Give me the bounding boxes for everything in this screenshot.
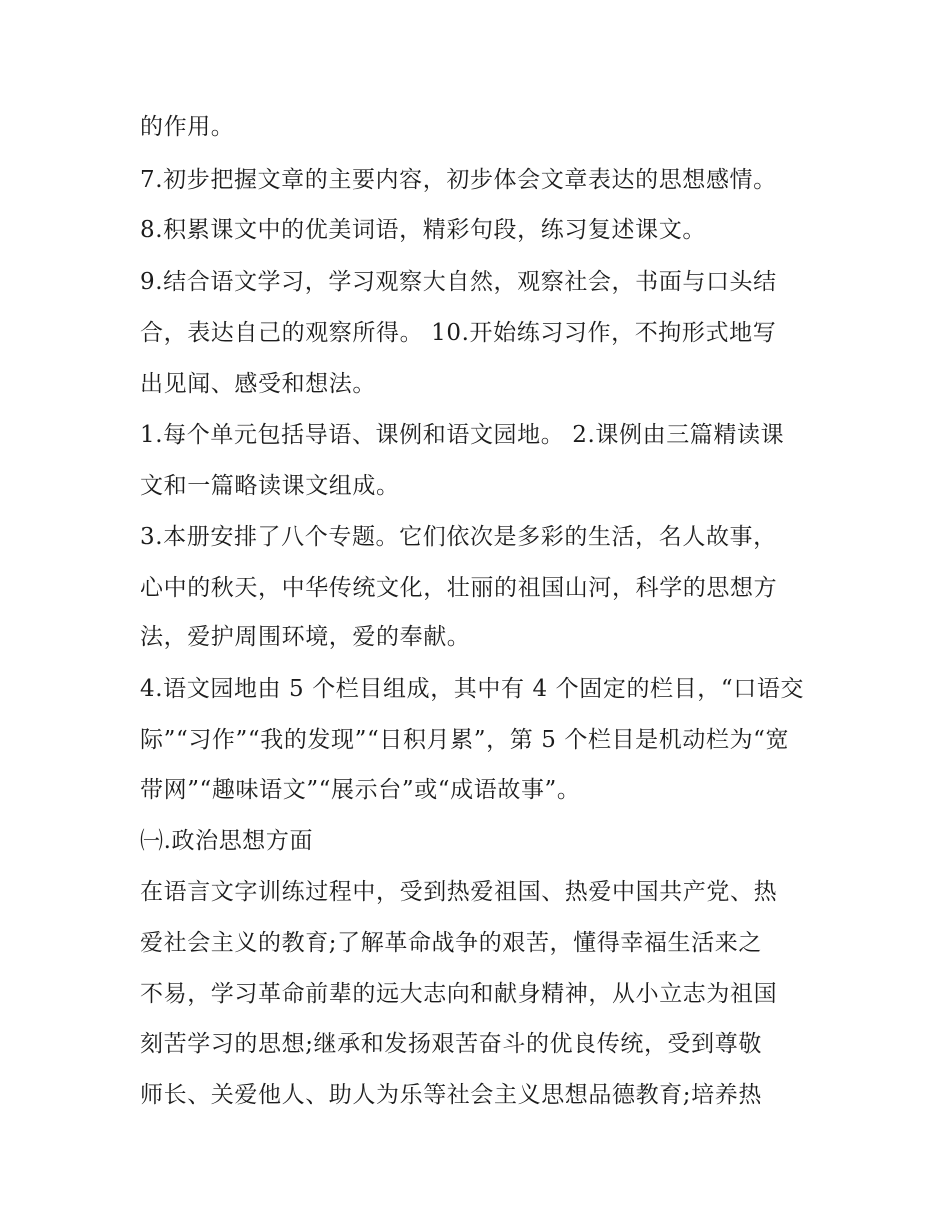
section-heading: ㈠.政治思想方面 xyxy=(140,828,314,854)
text-line: 的作用。 xyxy=(140,114,235,140)
text-line: 带网”“趣味语文”“展示台”或“成语故事”。 xyxy=(140,777,581,803)
text-line: 际”“习作”“我的发现”“日积月累”，第 5 个栏目是机动栏为“宽 xyxy=(140,727,790,753)
text-line: 合，表达自己的观察所得。 10.开始练习习作，不拘形式地写 xyxy=(140,320,777,346)
text-line: 文和一篇略读课文组成。 xyxy=(140,473,400,499)
text-line: 3.本册安排了八个专题。它们依次是多彩的生活，名人故事， xyxy=(140,524,777,550)
text-line: 在语言文字训练过程中，受到热爱祖国、热爱中国共产党、热 xyxy=(140,879,778,905)
text-line: 9.结合语文学习，学习观察大自然，观察社会，书面与口头结 xyxy=(140,269,777,295)
text-line: 法，爱护周围环境，爱的奉献。 xyxy=(140,624,471,650)
text-line: 不易，学习革命前辈的远大志向和献身精神，从小立志为祖国 xyxy=(140,981,778,1007)
text-line: 刻苦学习的思想;继承和发扬艰苦奋斗的优良传统，受到尊敬 xyxy=(140,1031,762,1057)
text-line: 心中的秋天，中华传统文化，壮丽的祖国山河，科学的思想方 xyxy=(140,575,778,601)
text-line: 师长、关爱他人、助人为乐等社会主义思想品德教育;培养热 xyxy=(140,1082,762,1108)
text-line: 1.每个单元包括导语、课例和语文园地。 2.课例由三篇精读课 xyxy=(140,422,785,448)
text-line: 爱社会主义的教育;了解革命战争的艰苦，懂得幸福生活来之 xyxy=(140,930,762,956)
text-line: 出见闻、感受和想法。 xyxy=(140,371,376,397)
text-line: 8.积累课文中的优美词语，精彩句段，练习复述课文。 xyxy=(140,217,706,243)
text-line: 7.初步把握文章的主要内容，初步体会文章表达的思想感情。 xyxy=(140,167,777,193)
text-line: 4.语文园地由 5 个栏目组成，其中有 4 个固定的栏目，“口语交 xyxy=(140,676,805,702)
